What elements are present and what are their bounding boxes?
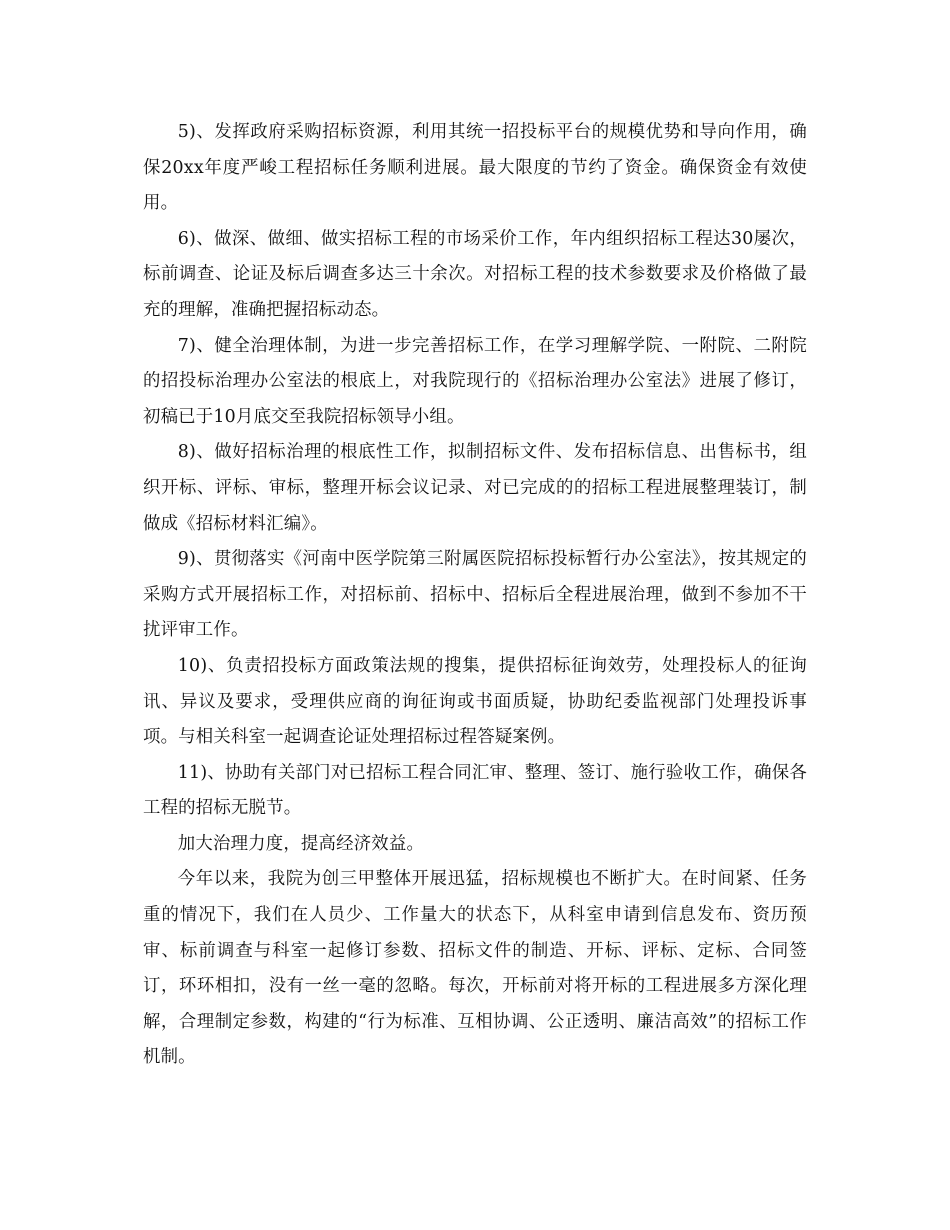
paragraph-item-5: 5)、发挥政府采购招标资源，利用其统一招投标平台的规模优势和导向作用，确保20xx年度严峻工程招标任务顺利进展。最大限度的节约了资金。确保资金有效使用。 (143, 122, 807, 214)
section-heading-paragraph: 加大治理力度，提高经济效益。 (177, 833, 425, 854)
paragraph-item-8: 8)、做好招标治理的根底性工作，拟制招标文件、发布招标信息、出售标书，组织开标、评标、审标，整理开标会议记录、对已完成的的招标工程进展整理装订，制做成《招标材料汇编》。 (143, 442, 807, 534)
paragraph-item-11: 11)、协助有关部门对已招标工程合同汇审、整理、签订、施行验收工作，确保各工程的招标无脱节。 (143, 762, 807, 819)
paragraph-item-10: 10)、负责招投标方面政策法规的搜集，提供招标征询效劳，处理投标人的征询讯、异议及要求，受理供应商的询征询或书面质疑，协助纪委监视部门处理投诉事项。与相关科室一起调查论证处理招标过程答疑案例。 (143, 655, 807, 748)
paragraph-item-7: 7)、健全治理体制，为进一步完善招标工作，在学习理解学院、一附院、二附院的招投标治理办公室法的根底上，对我院现行的《招标治理办公室法》进展了修订，初稿已于10月底交至我院招标领导小组。 (143, 335, 807, 427)
summary-paragraph: 今年以来，我院为创三甲整体开展迅猛，招标规模也不断扩大。在时间紧、任务重的情况下，我们在人员少、工作量大的状态下，从科室申请到信息发布、资历预审、标前调查与科室一起修订参数、招标文件的制造、开标、评标、定标、合同签订，环环相扣，没有一丝一毫的忽略。每次，开标前对将开标的工程进展多方深化理解，合理制定参数，构建的“行为标准、互相协调、公正透明、廉洁高效”的招标工作机制。 (143, 869, 807, 1068)
paragraph-item-9: 9)、贯彻落实《河南中医学院第三附属医院招标投标暂行办公室法》，按其规定的采购方式开展招标工作，对招标前、招标中、招标后全程进展治理，做到不参加不干扰评审工作。 (143, 549, 807, 641)
document-body (143, 115, 807, 1076)
paragraph-item-6: 6)、做深、做细、做实招标工程的市场采价工作，年内组织招标工程达30屡次，标前调查、论证及标后调查多达三十余次。对招标工程的技术参数要求及价格做了最充的理解，准确把握招标动态。 (143, 228, 807, 320)
